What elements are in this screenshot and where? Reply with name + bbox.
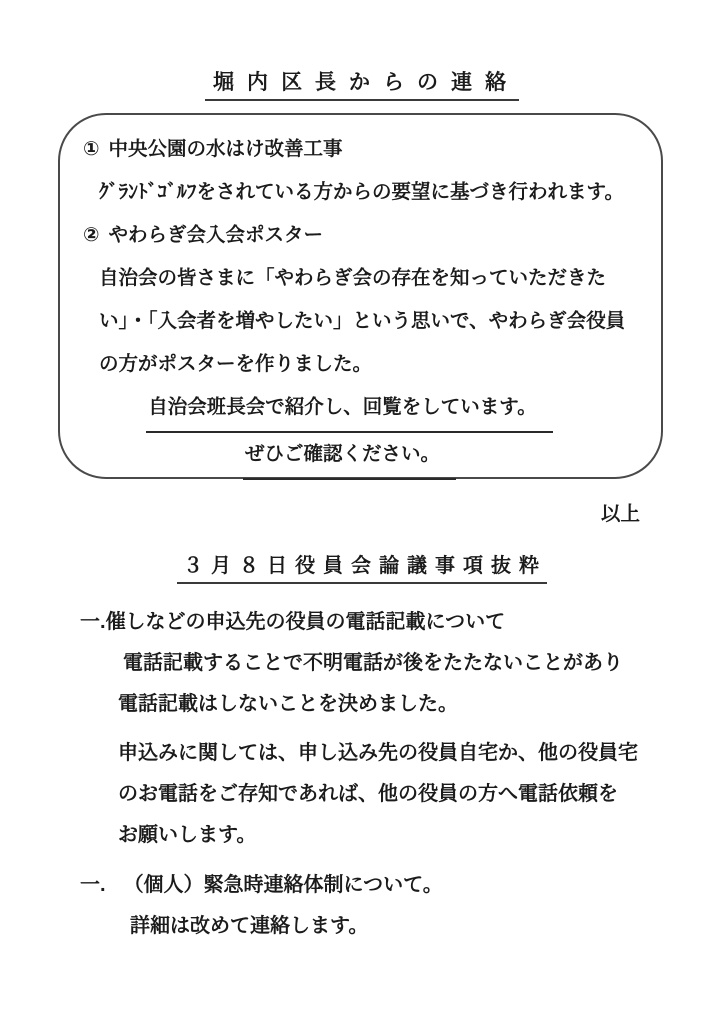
notice-item-2 [60,214,661,257]
notice-item-2-body-line: の方がポスターを作りました。 [99,353,373,375]
minutes-item-1-line: 申込みに関しては、申し込み先の役員自宅か、他の役員宅 [118,742,638,764]
list-dash-marker: 一. [80,611,106,633]
minutes-item-2-line: 詳細は改めて連絡します。 [130,915,369,937]
minutes-item-1-line: お願いします。 [118,824,257,846]
emphasis-underlined-text: ぜひご確認ください。 [243,433,456,480]
notice-item-2-body-line: 自治会の皆さまに「やわらぎ会の存在を知っていただきた [99,267,607,289]
circled-2-icon: ② [83,224,100,246]
page-title-text: 堀内区長からの連絡 [205,70,519,101]
page-title [0,0,724,101]
minutes-item-1 [0,602,724,643]
section-heading-text: ３月８日役員会論議事項抜粋 [177,553,547,584]
minutes-item-2-title: （個人）緊急時連絡体制について。 [123,874,443,896]
list-dash-marker: 一. [80,874,106,896]
closing-text: 以上 [600,503,640,525]
notice-box [58,113,663,479]
emphasis-underlined-text: 自治会班長会で紹介し、回覧をしています。 [146,386,552,433]
notice-item-1 [60,128,661,171]
notice-item-2-body-line: い」・「入会者を増やしたい」という思いで、やわらぎ会役員 [99,310,626,332]
section-heading [0,553,724,584]
emphasis-line [60,386,661,433]
notice-item-1-body: ｸﾞﾗﾝﾄﾞｺﾞﾙﾌをされている方からの要望に基づき行われます。 [99,181,624,203]
circled-1-icon: ① [83,138,100,160]
emphasis-line [60,433,661,480]
minutes-item-2 [0,865,724,906]
minutes-item-1-line: 電話記載はしないことを決めました。 [118,693,458,715]
minutes-item-1-title: 催しなどの申込先の役員の電話記載について [105,611,506,633]
notice-item-2-title: やわらぎ会入会ポスター [108,224,324,246]
notice-item-1-title: 中央公園の水はけ改善工事 [108,138,343,160]
minutes-list [0,602,724,947]
minutes-item-1-line: 電話記載することで不明電話が後をたたないことがあり [123,652,623,674]
minutes-item-1-line: のお電話をご存知であれば、他の役員の方へ電話依頼を [118,783,618,805]
